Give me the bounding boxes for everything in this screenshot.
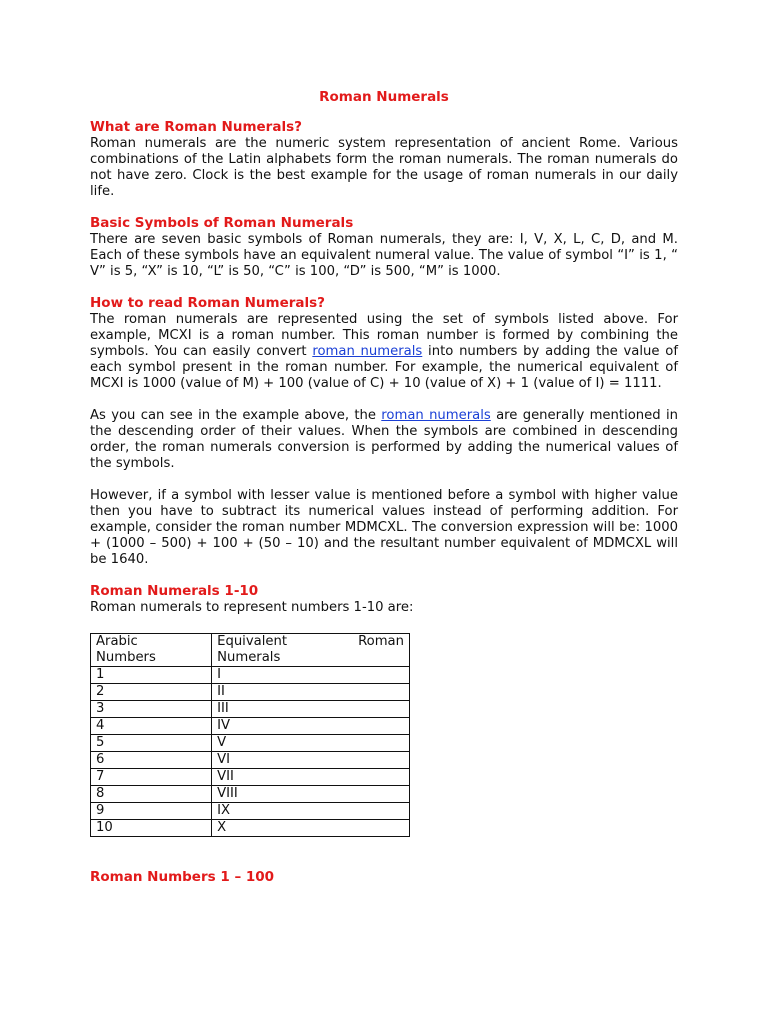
heading-what-are-roman-numerals: What are Roman Numerals? bbox=[90, 119, 302, 135]
table-cell-roman: IV bbox=[212, 718, 410, 735]
table-row bbox=[91, 752, 410, 769]
table-cell-roman: IX bbox=[212, 803, 410, 820]
table-header-roman bbox=[212, 634, 410, 667]
table-header-row bbox=[91, 634, 410, 667]
table-cell-roman: II bbox=[212, 684, 410, 701]
table-cell-arabic: 1 bbox=[91, 667, 212, 684]
roman-numerals-link[interactable]: roman numerals bbox=[312, 344, 423, 359]
table-cell-arabic: 7 bbox=[91, 769, 212, 786]
table-row bbox=[91, 684, 410, 701]
roman-numerals-link[interactable]: roman numerals bbox=[381, 408, 491, 423]
table-row bbox=[91, 820, 410, 837]
table-cell-roman: VI bbox=[212, 752, 410, 769]
table-row bbox=[91, 786, 410, 803]
paragraph-text: The roman numerals are represented using the set of symbols listed above. For example, MCXI is a roman number. This roman number is formed by combining the symbols. You can easily convert bbox=[90, 312, 678, 359]
paragraph-roman-numerals-1-10-intro: Roman numerals to represent numbers 1-10 are: bbox=[90, 600, 414, 615]
paragraph-text: As you can see in the example above, the bbox=[90, 408, 382, 423]
heading-basic-symbols: Basic Symbols of Roman Numerals bbox=[90, 215, 354, 231]
table-cell-roman: VII bbox=[212, 769, 410, 786]
header-text: Numbers bbox=[96, 650, 156, 665]
table-cell-roman: V bbox=[212, 735, 410, 752]
paragraph-what-are-roman-numerals: Roman numerals are the numeric system representation of ancient Rome. Various combinations of the Latin alphabets form the roman numerals. The roman numerals do not have zero. Clock is the best example for the usage of roman numerals in our daily life. bbox=[90, 136, 678, 199]
heading-roman-numerals-1-10: Roman Numerals 1-10 bbox=[90, 583, 259, 599]
table-row bbox=[91, 803, 410, 820]
header-text: Arabic bbox=[96, 634, 138, 649]
roman-numerals-table bbox=[90, 633, 410, 837]
table-row bbox=[91, 701, 410, 718]
paragraph-text: into numbers by adding the value of each symbol present in the roman number. For example, the numerical equivalent of MCXI is 1000 (value of M) + 100 (value of C) + 10 (value of X) + 1 (value of I) = 1111. bbox=[90, 344, 678, 391]
paragraph-how-to-read-1 bbox=[90, 312, 678, 392]
heading-roman-numbers-1-100: Roman Numbers 1 – 100 bbox=[90, 869, 275, 885]
table-cell-arabic: 10 bbox=[91, 820, 212, 837]
table-row bbox=[91, 735, 410, 752]
table-cell-roman: VIII bbox=[212, 786, 410, 803]
header-text: Roman bbox=[358, 634, 404, 649]
paragraph-text: are generally mentioned in the descending order of their values. When the symbols are combined in descending order, the roman numerals conversion is performed by adding the numerical values of the symbols. bbox=[90, 408, 678, 471]
table-row bbox=[91, 769, 410, 786]
table-cell-roman: III bbox=[212, 701, 410, 718]
table-cell-arabic: 3 bbox=[91, 701, 212, 718]
page-title: Roman Numerals bbox=[319, 89, 449, 105]
table-cell-arabic: 6 bbox=[91, 752, 212, 769]
table-row bbox=[91, 718, 410, 735]
table-cell-arabic: 4 bbox=[91, 718, 212, 735]
header-text: Numerals bbox=[217, 650, 281, 665]
document-page bbox=[90, 88, 678, 886]
table-cell-arabic: 5 bbox=[91, 735, 212, 752]
table-header-arabic bbox=[91, 634, 212, 667]
table-cell-arabic: 2 bbox=[91, 684, 212, 701]
paragraph-how-to-read-2 bbox=[90, 408, 678, 472]
paragraph-how-to-read-3: However, if a symbol with lesser value is mentioned before a symbol with higher value then you have to subtract its numerical values instead of performing addition. For example, consider the roman number MDMCXL. The conversion expression will be: 1000 + (1000 – 500) + 100 + (50 – 10) and the resultant number equivalent of MDMCXL will be 1640. bbox=[90, 488, 678, 567]
heading-how-to-read: How to read Roman Numerals? bbox=[90, 295, 326, 311]
paragraph-basic-symbols: There are seven basic symbols of Roman numerals, they are: I, V, X, L, C, D, and M. Each of these symbols have an equivalent numeral value. The value of symbol “I” is 1, “ V” is 5, “X” is 10, “L” is 50, “C” is 100, “D” is 500, “M” is 1000. bbox=[90, 232, 678, 279]
table-cell-arabic: 8 bbox=[91, 786, 212, 803]
table-cell-roman: I bbox=[212, 667, 410, 684]
table-cell-roman: X bbox=[212, 820, 410, 837]
header-text: Equivalent bbox=[217, 634, 288, 649]
table-cell-arabic: 9 bbox=[91, 803, 212, 820]
table-row bbox=[91, 667, 410, 684]
